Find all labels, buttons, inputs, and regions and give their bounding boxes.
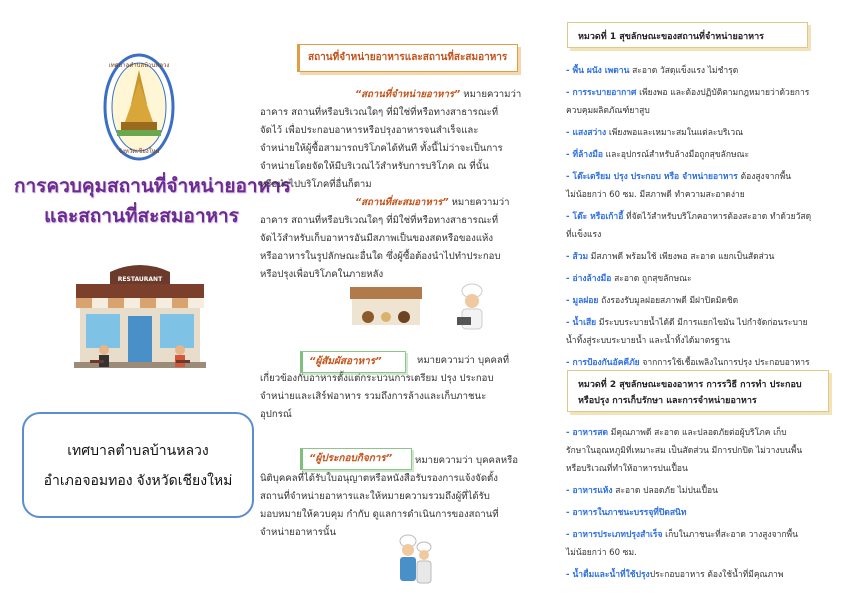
requirement-continuation xyxy=(566,546,637,560)
chefs-illustration xyxy=(395,533,435,591)
requirement-item xyxy=(566,568,783,582)
def-line: จัดไว้สำหรับเก็บอาหารอันมีสภาพเป็นของสดหรือของแห้ง xyxy=(260,233,494,244)
section-1-list xyxy=(566,64,841,368)
title-line-1: การควบคุมสถานที่จำหน่ายอาหาร xyxy=(14,176,291,197)
section-1-title: หมวดที่ 1 สุขลักษณะของสถานที่จำหน่ายอาหาร xyxy=(578,32,765,42)
definition-food-storage-place xyxy=(260,194,542,284)
term-business-operator: “ผู้ประกอบกิจการ” xyxy=(300,448,412,470)
requirement-text: ที่จัดไว้สำหรับบริโภคอาหารต้องสะอาด ทำด้วยวัสดุ xyxy=(623,212,812,222)
bullet-dash: - xyxy=(566,508,573,518)
requirement-continuation xyxy=(566,104,650,118)
section-2-header xyxy=(567,370,829,412)
def-line: มอบหมายให้ควบคุม กำกับ ดูแลการดำเนินการของสถานที่ xyxy=(260,509,499,520)
requirement-keyword: แสงสว่าง xyxy=(572,128,607,138)
requirement-text: ไม่น้อยกว่า 60 ซม. มีสภาพดี ทำความสะอาดง่าย xyxy=(566,190,745,200)
requirement-keyword: มูลฝอย xyxy=(572,296,599,306)
bullet-dash: - xyxy=(566,66,573,76)
def-line: เกี่ยวข้องกับอาหารตั้งแต่กระบวนการเตรียม ปรุง ประกอบ xyxy=(260,373,494,384)
requirement-item xyxy=(566,506,686,520)
requirement-keyword: อาหารสด xyxy=(572,428,609,438)
requirement-keyword: ส้วม xyxy=(572,252,589,262)
requirement-item xyxy=(566,356,810,370)
def-line: จำหน่ายอาหารนั้น xyxy=(260,527,337,538)
section-2-title-line-2: หรือปรุง การเก็บรักษา และการจำหน่ายอาหาร xyxy=(578,396,757,406)
office-info-box xyxy=(22,412,254,518)
requirement-keyword: น้ำเสีย xyxy=(572,318,597,328)
bullet-dash: - xyxy=(566,570,573,580)
def-line: หรือนำไปบริโภคที่อื่นก็ตาม xyxy=(260,179,372,190)
requirement-text: ไม่น้อยกว่า 60 ซม. xyxy=(566,548,637,558)
office-line-1: เทศบาลตำบลบ้านหลวง xyxy=(67,442,209,458)
def-line: หมายความว่า xyxy=(451,197,510,208)
def-line: จำหน่ายให้ผู้ซื้อสามารถบริโภคได้ทันที ทั้งนี้ไม่ว่าจะเป็นการ xyxy=(260,143,503,154)
def-line: อาคาร สถานที่หรือบริเวณใดๆ ที่มิใช่ที่หรือทางสาธารณะที่ xyxy=(260,215,499,226)
brochure-title xyxy=(14,172,291,232)
def-line: อาคาร สถานที่หรือบริเวณใดๆ ที่มิใช่ที่หรือทางสาธารณะที่ xyxy=(260,107,499,118)
requirement-keyword: น้ำดื่มและน้ำที่ใช้ปรุง xyxy=(572,570,650,580)
requirement-keyword: โต๊ะเตรียม ปรุง ประกอบ หรือ จำหน่ายอาหาร xyxy=(572,172,738,182)
requirement-text: สะอาด ปลอดภัย ไม่ปนเปื้อน xyxy=(612,486,718,496)
requirement-continuation xyxy=(566,462,688,476)
requirement-keyword: การระบายอากาศ xyxy=(572,88,637,98)
def-line: จำหน่ายและเสิร์ฟอาหาร รวมถึงการล้างและเก็บภาชนะ xyxy=(260,391,487,402)
bullet-dash: - xyxy=(566,530,573,540)
requirement-continuation xyxy=(566,444,802,458)
bullet-dash: - xyxy=(566,358,573,368)
requirement-item xyxy=(566,210,811,224)
term-food-storage-place: “สถานที่สะสมอาหาร” xyxy=(355,197,449,208)
def-line: อุปกรณ์ xyxy=(260,409,292,420)
food-ingredients-illustration xyxy=(350,287,422,327)
requirement-text: ประกอบอาหาร ต้องใช้น้ำที่มีคุณภาพ xyxy=(649,570,784,580)
requirement-continuation xyxy=(566,334,730,348)
seal-bottom-text: จังหวัดเชียงใหม่ xyxy=(118,148,160,155)
bullet-dash: - xyxy=(566,150,573,160)
requirement-item xyxy=(566,170,791,184)
def-line: หรืออาหารในรูปลักษณะอื่นใด ซึ่งผู้ซื้อต้องนำไปทำประกอบ xyxy=(260,251,501,262)
definition-food-selling-place xyxy=(260,86,542,194)
requirement-text: ที่แข็งแรง xyxy=(566,230,602,240)
bullet-dash: - xyxy=(566,212,573,222)
requirement-continuation xyxy=(566,188,745,202)
requirement-continuation xyxy=(566,228,601,242)
requirement-text: ต้องสูงจากพื้น xyxy=(737,172,792,182)
def-line: สถานที่จำหน่ายอาหารและให้หมายความรวมถึงผู้ที่ได้รับ xyxy=(260,491,490,502)
bullet-dash: - xyxy=(566,252,573,262)
requirement-item xyxy=(566,148,749,162)
seal-top-text: เทศบาลตำบลบ้านหลวง xyxy=(108,62,170,69)
requirement-keyword: พื้น ผนัง เพดาน xyxy=(572,66,630,76)
requirement-text: จากการใช้เชื้อเพลิงในการปรุง ประกอบอาหาร xyxy=(639,358,810,368)
bullet-dash: - xyxy=(566,486,573,496)
requirement-item xyxy=(566,316,808,330)
def-line: หมายความว่า xyxy=(463,89,522,100)
requirement-text: เพียงพอ และต้องปฏิบัติตามกฎหมายว่าด้วยการ xyxy=(636,88,810,98)
bullet-dash: - xyxy=(566,128,573,138)
section-2-list xyxy=(566,426,841,586)
requirement-keyword: อ่างล้างมือ xyxy=(572,274,612,284)
requirement-text: เก็บในภาชนะที่สะอาด วางสูงจากพื้น xyxy=(662,530,798,540)
title-line-2: และสถานที่สะสมอาหาร xyxy=(44,206,239,227)
definition-business-operator xyxy=(260,452,542,542)
section-1-header xyxy=(567,22,808,48)
office-line-2: อำเภอจอมทอง จังหวัดเชียงใหม่ xyxy=(43,472,233,488)
term-food-selling-place: “สถานที่จำหน่ายอาหาร” xyxy=(355,89,461,100)
requirement-text: มีระบบระบายน้ำได้ดี มีการแยกไขมัน ไปกำจัดก่อนระบาย xyxy=(596,318,808,328)
requirement-text: มีสภาพดี พร้อมใช้ เพียงพอ สะอาด แยกเป็นสัดส่วน xyxy=(588,252,775,262)
definition-food-handler xyxy=(260,352,542,424)
requirement-item xyxy=(566,426,787,440)
chef-illustration xyxy=(455,283,489,333)
requirement-keyword: การป้องกันอัคคีภัย xyxy=(572,358,640,368)
requirement-keyword: อาหารแห้ง xyxy=(572,486,613,496)
requirement-text: เพียงพอและเหมาะสมในแต่ละบริเวณ xyxy=(606,128,744,138)
def-line: จัดไว้ เพื่อประกอบอาหารหรือปรุงอาหารจนสำเร็จและ xyxy=(260,125,479,136)
def-line: นิติบุคคลที่ได้รับใบอนุญาตหรือหนังสือรับรองการแจ้งจัดตั้ง xyxy=(260,473,498,484)
requirement-text: น้ำทิ้งสู่ระบบระบายน้ำ และน้ำทิ้งได้มาตรฐาน xyxy=(566,336,731,346)
bullet-dash: - xyxy=(566,274,573,284)
requirement-item xyxy=(566,272,692,286)
bullet-dash: - xyxy=(566,318,573,328)
requirement-text: รักษาในอุณหภูมิที่เหมาะสม เป็นสัดส่วน มีการปกปิด ไม่วางบนพื้น xyxy=(566,446,803,456)
requirement-item xyxy=(566,528,798,542)
requirement-text: หรือบริเวณที่ทำให้อาหารปนเปื้อน xyxy=(566,464,688,474)
restaurant-sign: RESTAURANT xyxy=(117,276,163,283)
requirement-text: มีคุณภาพดี สะอาด และปลอดภัยต่อผู้บริโภค เก็บ xyxy=(608,428,787,438)
def-line: หรือปรุงเพื่อบริโภคในภายหลัง xyxy=(260,269,384,280)
requirement-item xyxy=(566,250,774,264)
section-header: สถานที่จำหน่ายอาหารและสถานที่สะสมอาหาร xyxy=(297,44,518,72)
requirement-text: ควบคุมผลิตภัณฑ์ยาสูบ xyxy=(566,106,650,116)
term-food-handler: “ผู้สัมผัสอาหาร” xyxy=(300,351,406,373)
bullet-dash: - xyxy=(566,296,573,306)
requirement-keyword: ที่ล้างมือ xyxy=(572,150,603,160)
requirement-text: ถังรองรับมูลฝอยสภาพดี มีฝาปิดมิดชิด xyxy=(598,296,739,306)
requirement-item xyxy=(566,294,738,308)
requirement-keyword: โต๊ะ หรือเก้าอี้ xyxy=(572,212,624,222)
requirement-keyword: อาหารในภาชนะบรรจุที่ปิดสนิท xyxy=(572,508,687,518)
requirement-item xyxy=(566,64,738,78)
def-line: หมายความว่า บุคคลหรือ xyxy=(415,455,519,466)
bullet-dash: - xyxy=(566,88,573,98)
def-line: หมายความว่า บุคคลที่ xyxy=(417,355,510,366)
requirement-text: สะอาด วัสดุแข็งแรง ไม่ชำรุด xyxy=(629,66,739,76)
requirement-item xyxy=(566,126,743,140)
requirement-item xyxy=(566,484,718,498)
requirement-item xyxy=(566,86,809,100)
bullet-dash: - xyxy=(566,172,573,182)
section-2-title-line-1: หมวดที่ 2 สุขลักษณะของอาหาร การรวิธี การทำ ประกอบ xyxy=(578,380,802,390)
requirement-keyword: อาหารประเภทปรุงสำเร็จ xyxy=(572,530,663,540)
def-line: จำหน่ายโดยจัดให้มีบริเวณไว้สำหรับการบริโภค ณ ที่นั้น xyxy=(260,161,489,172)
requirement-text: สะอาด ถูกสุขลักษณะ xyxy=(611,274,692,284)
bullet-dash: - xyxy=(566,428,573,438)
requirement-text: และอุปกรณ์สำหรับล้างมือถูกสุขลักษณะ xyxy=(602,150,750,160)
